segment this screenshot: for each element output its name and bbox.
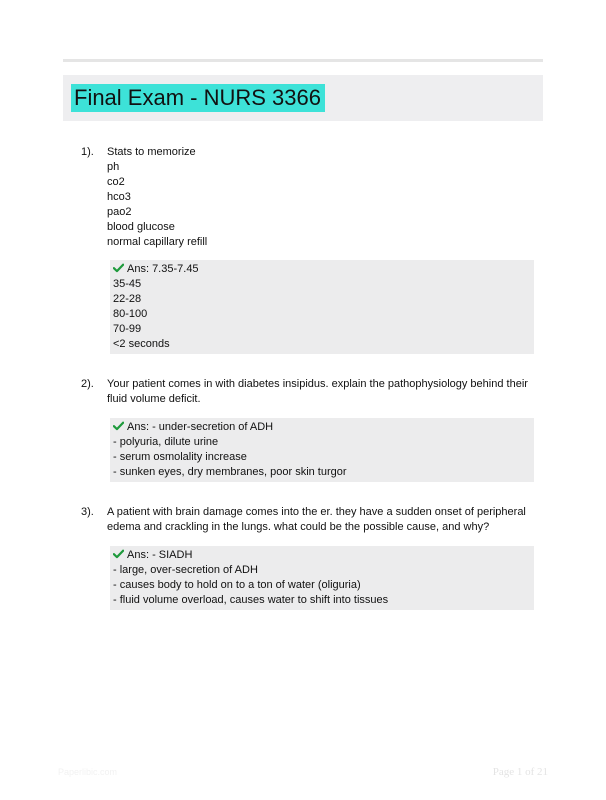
answer-line: 70-99 bbox=[113, 323, 142, 335]
check-icon bbox=[113, 421, 124, 431]
answer-line: Ans: 7.35-7.45 bbox=[127, 263, 199, 275]
page-title: Final Exam - NURS 3366 bbox=[71, 84, 325, 112]
answer-line: - fluid volume overload, causes water to shift into tissues bbox=[113, 594, 389, 606]
question-text bbox=[107, 377, 535, 407]
question-number: 3). bbox=[81, 506, 94, 518]
question-line: Your patient comes in with diabetes insipidus. explain the pathophysiology behind their bbox=[107, 378, 528, 390]
top-rule bbox=[63, 59, 543, 62]
answer-line: - causes body to hold on to a ton of water (oliguria) bbox=[113, 579, 361, 591]
question-line: edema and crackling in the lungs. what could be the possible cause, and why? bbox=[107, 521, 490, 533]
question-line: pao2 bbox=[107, 206, 132, 218]
answer-box bbox=[110, 418, 534, 482]
answer-line: 22-28 bbox=[113, 293, 142, 305]
answer-line: 80-100 bbox=[113, 308, 148, 320]
check-icon bbox=[113, 549, 124, 559]
question-line: Stats to memorize bbox=[107, 146, 196, 158]
answer-first-line bbox=[113, 262, 534, 277]
check-icon bbox=[113, 263, 124, 273]
answer-line: <2 seconds bbox=[113, 338, 170, 350]
answer-box bbox=[110, 260, 534, 354]
answer-line: Ans: - under-secretion of ADH bbox=[127, 421, 274, 433]
question-number: 1). bbox=[81, 146, 94, 158]
answer-first-line bbox=[113, 548, 534, 563]
title-bar bbox=[63, 75, 543, 121]
answer-first-line bbox=[113, 420, 534, 435]
answer-box bbox=[110, 546, 534, 610]
question-line: blood glucose bbox=[107, 221, 175, 233]
question-line: fluid volume deficit. bbox=[107, 393, 201, 405]
question-line: A patient with brain damage comes into the er. they have a sudden onset of peripheral bbox=[107, 506, 526, 518]
question-line: normal capillary refill bbox=[107, 236, 208, 248]
question-line: ph bbox=[107, 161, 120, 173]
question-line: co2 bbox=[107, 176, 125, 188]
answer-line: - polyuria, dilute urine bbox=[113, 436, 219, 448]
page-number: Page 1 of 21 bbox=[492, 766, 548, 778]
answer-line: - sunken eyes, dry membranes, poor skin turgor bbox=[113, 466, 347, 478]
question-text bbox=[107, 505, 535, 535]
answer-line: Ans: - SIADH bbox=[127, 549, 193, 561]
question-text bbox=[107, 145, 535, 250]
answer-line: - large, over-secretion of ADH bbox=[113, 564, 258, 576]
question-number: 2). bbox=[81, 378, 94, 390]
answer-line: - serum osmolality increase bbox=[113, 451, 247, 463]
question-line: hco3 bbox=[107, 191, 131, 203]
footer-watermark: Paperlibic.com bbox=[58, 767, 118, 777]
answer-line: 35-45 bbox=[113, 278, 142, 290]
